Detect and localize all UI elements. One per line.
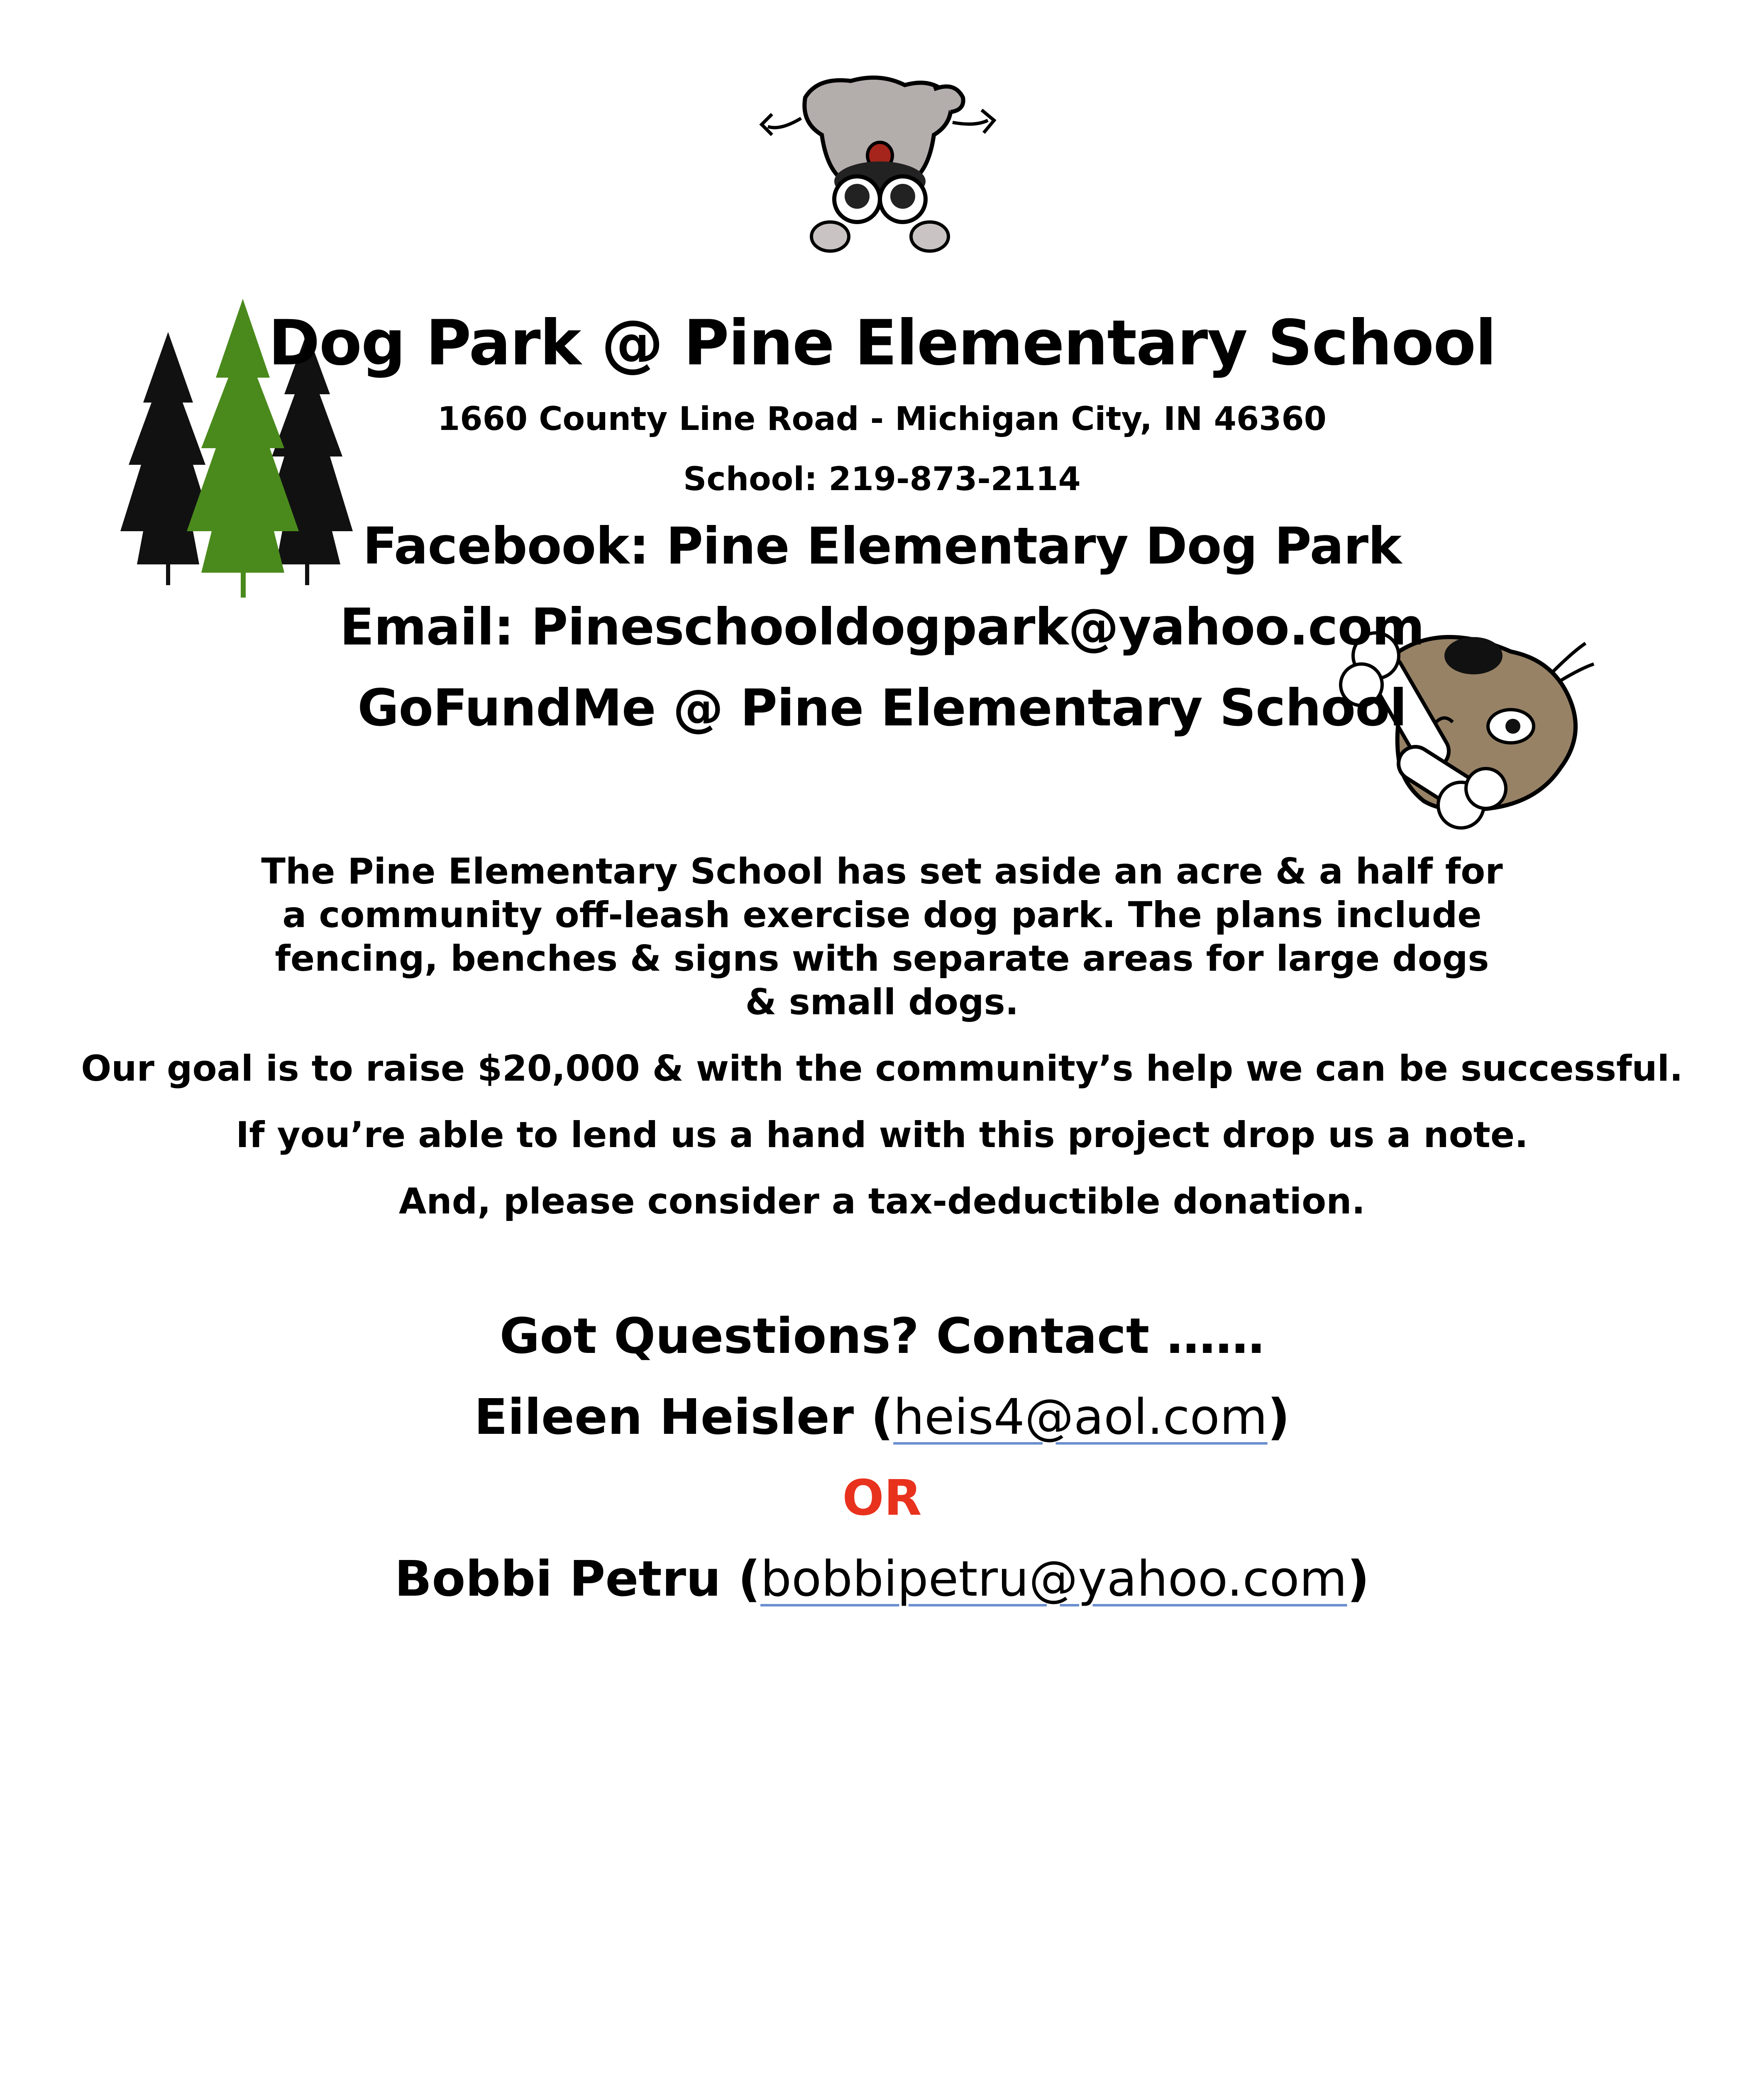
close-paren: ): [1267, 1388, 1290, 1445]
or-separator: OR: [842, 1469, 922, 1526]
help-request: If you’re able to lend us a hand with this project drop us a note.: [236, 1114, 1528, 1156]
contact-bobbi: [0, 1550, 1764, 1607]
contact-bobbi-email-link[interactable]: bobbipetru@yahoo.com: [760, 1550, 1347, 1607]
upside-down-dog-illustration: [755, 73, 1000, 264]
contact-eileen: [0, 1388, 1764, 1445]
close-paren: ): [1347, 1550, 1370, 1607]
facebook-line: Facebook: Pine Elementary Dog Park: [362, 517, 1402, 576]
contact-eileen-name: Eileen Heisler (: [474, 1388, 894, 1445]
contact-bobbi-name: Bobbi Petru (: [394, 1550, 761, 1607]
description-line-3: fencing, benches & signs with separate areas for large dogs: [275, 938, 1489, 979]
email-line: Email: Pineschooldogpark@yahoo.com: [340, 598, 1424, 657]
address: 1660 County Line Road - Michigan City, IN 46360: [437, 400, 1327, 438]
fundraising-goal: Our goal is to raise $20,000 & with the community’s help we can be successful.: [81, 1048, 1683, 1089]
description-line-1: The Pine Elementary School has set aside an acre & a half for: [261, 851, 1503, 892]
page-title: Dog Park @ Pine Elementary School: [268, 307, 1496, 379]
description-line-4: & small dogs.: [745, 981, 1019, 1023]
description-line-2: a community off-leash exercise dog park. The plans include: [282, 894, 1482, 936]
contact-eileen-email-link[interactable]: heis4@aol.com: [893, 1388, 1268, 1445]
gofundme-line: GoFundMe @ Pine Elementary School: [357, 679, 1407, 737]
school-phone: School: 219-873-2114: [683, 461, 1081, 498]
contact-heading: Got Questions? Contact ……: [499, 1307, 1265, 1365]
donation-request: And, please consider a tax-deductible donation.: [398, 1181, 1366, 1222]
